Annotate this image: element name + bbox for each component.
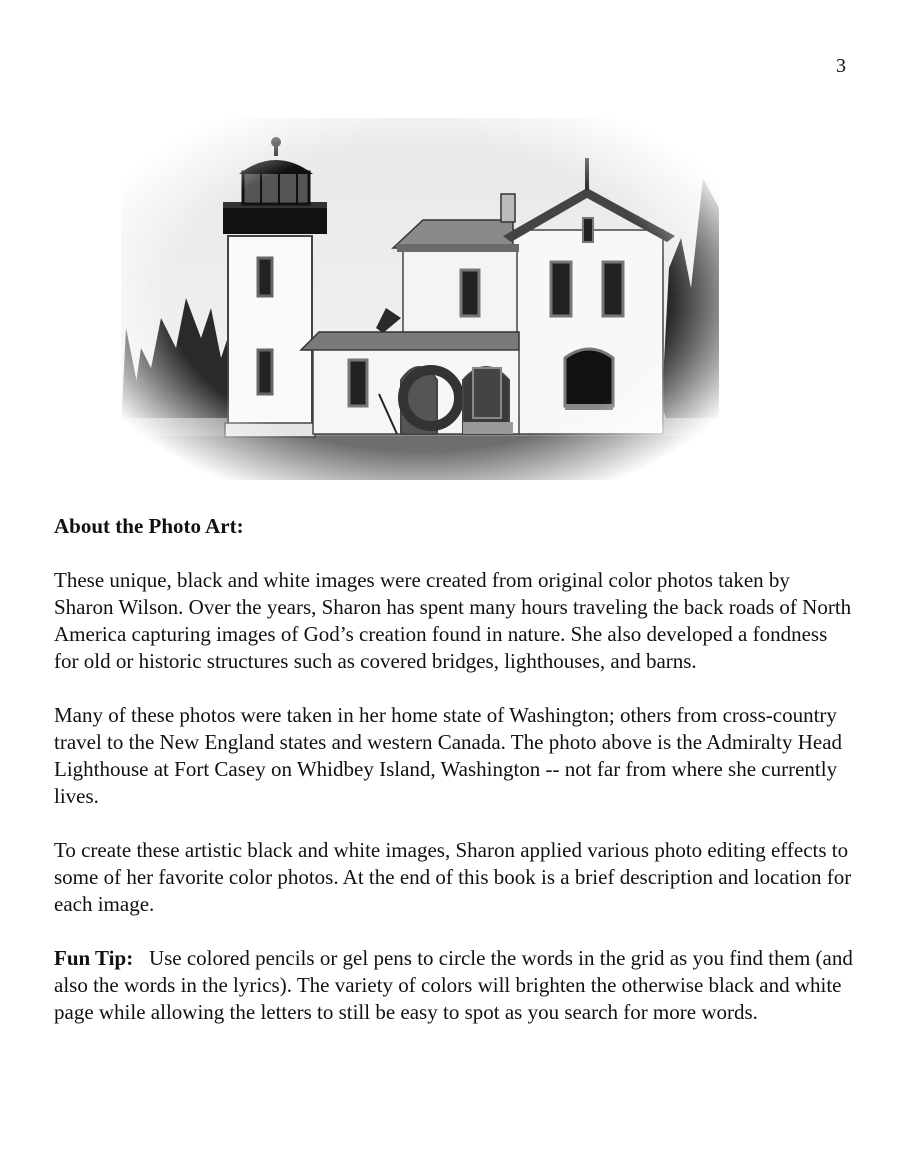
page-number: 3: [836, 55, 846, 77]
paragraph-locations: Many of these photos were taken in her home state of Washington; others from cross-country travel to the New England states and western Canada. The photo above is the Admiralty Head Lighthouse at Fort Casey on Whidbey Island, Washington -- not far from where she currently lives.: [54, 703, 843, 808]
fun-tip-text: Use colored pencils or gel pens to circle the words in the grid as you find them (and also the words in the lyrics). The variety of colors will brighten the otherwise black and white page while allowing the letters to still be easy to spot as you search for more words.: [54, 946, 853, 1024]
about-section: [54, 513, 854, 1026]
fun-tip-label: Fun Tip:: [54, 946, 134, 970]
paragraph-process: To create these artistic black and white images, Sharon applied various photo editing effects to some of her favorite color photos. At the end of this book is a brief description and location for each image.: [54, 838, 852, 916]
paragraph-intro: These unique, black and white images were created from original color photos taken by Sharon Wilson. Over the years, Sharon has spent many hours traveling the back roads of North America capturing images of God’s creation found in nature. She also developed a fondness for old or historic structures such as covered bridges, lighthouses, and barns.: [54, 568, 852, 673]
section-heading: About the Photo Art:: [54, 514, 244, 538]
fun-tip: [54, 945, 854, 1026]
lighthouse-photo: [121, 118, 719, 480]
